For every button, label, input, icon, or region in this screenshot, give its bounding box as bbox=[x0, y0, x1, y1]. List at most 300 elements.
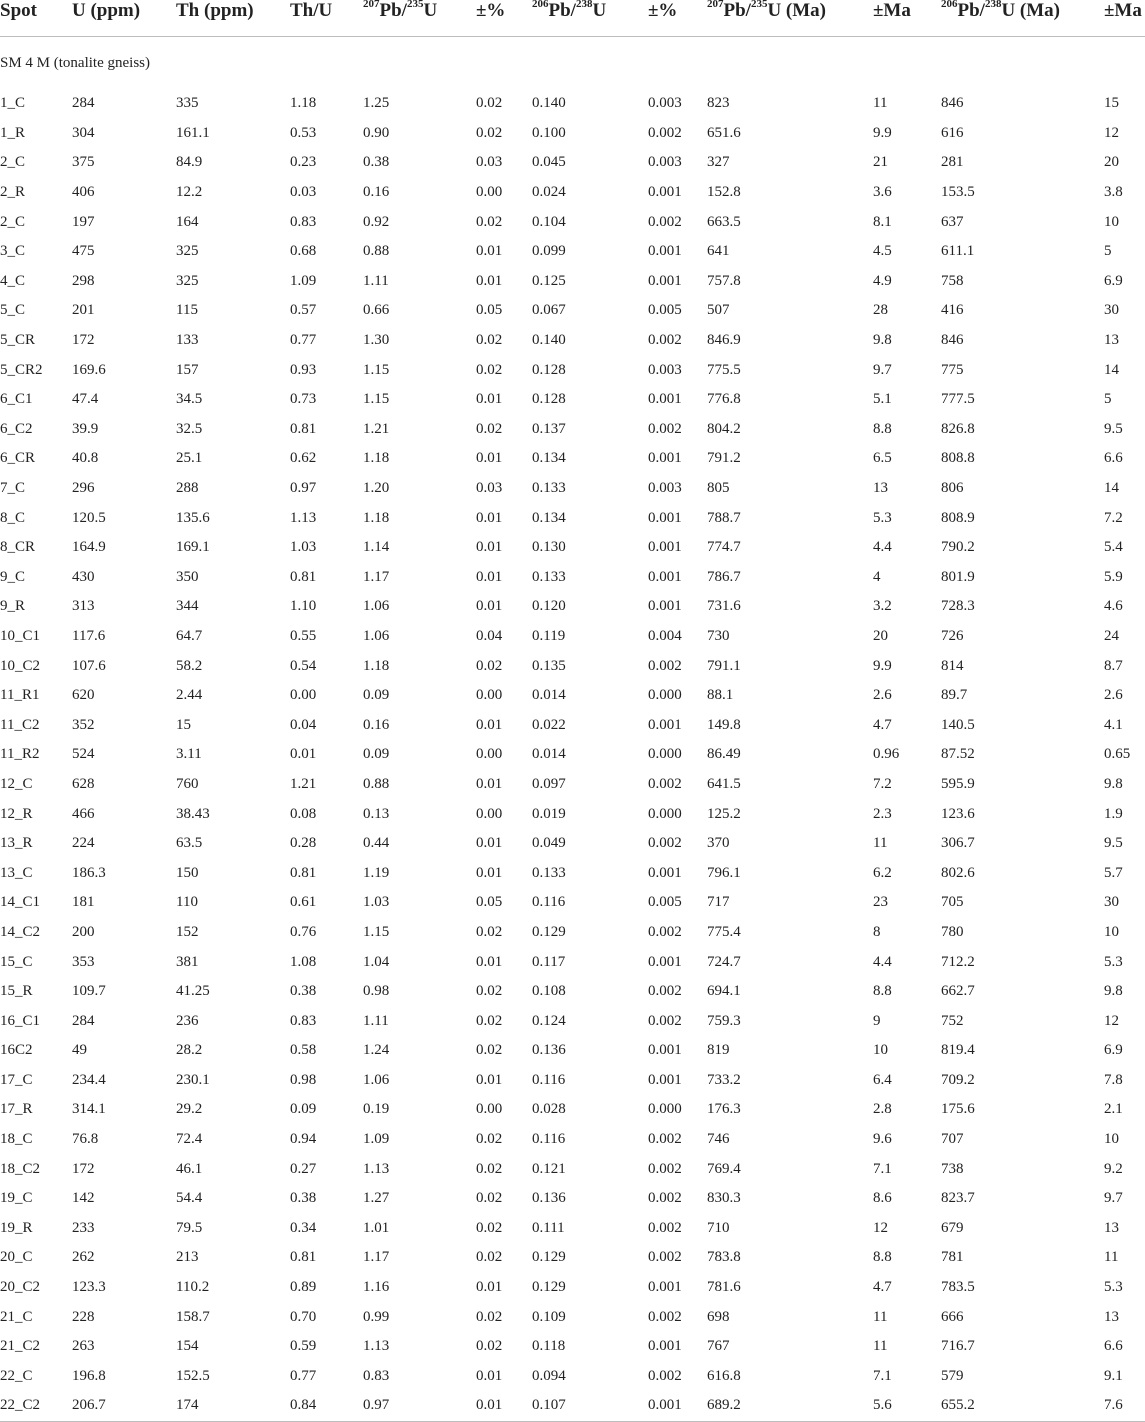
spot-cell: 3_C bbox=[0, 243, 26, 260]
table-cell: 3.6 bbox=[873, 184, 892, 201]
table-cell: 1.27 bbox=[363, 1190, 390, 1207]
table-cell: 0.28 bbox=[290, 835, 317, 852]
header-text: ±% bbox=[648, 0, 678, 21]
table-cell: 41.25 bbox=[176, 983, 210, 1000]
table-row bbox=[0, 1273, 1145, 1303]
table-cell: 0.02 bbox=[476, 1308, 503, 1325]
table-cell: 0.121 bbox=[532, 1160, 566, 1177]
table-cell: 10 bbox=[1104, 1131, 1119, 1148]
table-cell: 758 bbox=[941, 272, 964, 289]
table-cell: 120.5 bbox=[72, 509, 106, 526]
table-cell: 335 bbox=[176, 95, 199, 112]
table-cell: 47.4 bbox=[72, 391, 99, 408]
table-cell: 0.130 bbox=[532, 539, 566, 556]
table-cell: 8.8 bbox=[873, 1249, 892, 1266]
table-cell: 32.5 bbox=[176, 420, 203, 437]
header-text: U (Ma) bbox=[1001, 0, 1061, 21]
table-cell: 13 bbox=[1104, 1219, 1119, 1236]
table-cell: 0.02 bbox=[476, 332, 503, 349]
table-cell: 0.92 bbox=[363, 213, 390, 230]
header-cell bbox=[72, 0, 176, 37]
table-cell: 169.6 bbox=[72, 361, 106, 378]
table-cell: 381 bbox=[176, 953, 199, 970]
table-cell: 0.97 bbox=[363, 1391, 476, 1421]
table-row bbox=[0, 326, 1145, 356]
table-cell: 0.133 bbox=[532, 568, 566, 585]
table-row bbox=[0, 1066, 1145, 1096]
table-cell: 109.7 bbox=[72, 983, 106, 1000]
header-cell bbox=[707, 0, 873, 37]
table-cell: 38.43 bbox=[176, 805, 210, 822]
table-cell: 0.000 bbox=[648, 746, 682, 763]
table-cell: 3.8 bbox=[1104, 184, 1123, 201]
table-cell: 0.98 bbox=[290, 1071, 317, 1088]
spot-cell: 5_C bbox=[0, 302, 26, 319]
table-cell: 0.002 bbox=[648, 923, 682, 940]
spot-cell: 10_C1 bbox=[0, 627, 41, 644]
header-cell bbox=[363, 0, 476, 37]
header-superscript: 235 bbox=[406, 0, 424, 10]
table-cell: 0.128 bbox=[532, 391, 566, 408]
table-row bbox=[0, 533, 1145, 563]
table-cell: 679 bbox=[941, 1219, 964, 1236]
table-cell: 1.18 bbox=[290, 95, 317, 112]
table-cell: 0.002 bbox=[648, 1367, 682, 1384]
table-cell: 786.7 bbox=[707, 568, 741, 585]
table-cell: 0.099 bbox=[532, 243, 566, 260]
table-cell: 110.2 bbox=[176, 1279, 210, 1296]
table-cell: 7.2 bbox=[1104, 509, 1123, 526]
table-cell: 620 bbox=[72, 687, 95, 704]
table-cell: 197 bbox=[72, 213, 95, 230]
table-cell: 110 bbox=[176, 894, 198, 911]
table-cell: 2.6 bbox=[1104, 687, 1123, 704]
table-cell: 524 bbox=[72, 746, 95, 763]
table-cell: 89.7 bbox=[941, 687, 968, 704]
table-cell: 830.3 bbox=[707, 1190, 741, 1207]
table-cell: 0.94 bbox=[290, 1131, 317, 1148]
spot-cell: 21_C2 bbox=[0, 1338, 41, 1355]
table-cell: 0.02 bbox=[476, 923, 503, 940]
spot-cell: 8_CR bbox=[0, 539, 36, 556]
table-cell: 0.045 bbox=[532, 154, 566, 171]
table-cell: 757.8 bbox=[707, 272, 741, 289]
table-cell: 34.5 bbox=[176, 391, 203, 408]
table-cell: 0.19 bbox=[363, 1101, 390, 1118]
spot-cell: 12_C bbox=[0, 775, 33, 792]
table-row bbox=[0, 178, 1145, 208]
header-superscript: 206 bbox=[532, 0, 549, 10]
table-cell: 0.03 bbox=[476, 154, 503, 171]
table-cell: 802.6 bbox=[941, 864, 975, 881]
table-cell: 0.019 bbox=[532, 805, 566, 822]
table-cell: 234.4 bbox=[72, 1071, 106, 1088]
table-cell: 12.2 bbox=[176, 184, 203, 201]
table-row bbox=[0, 1006, 1145, 1036]
table-cell: 694.1 bbox=[707, 983, 741, 1000]
table-cell: 0.05 bbox=[476, 894, 503, 911]
spot-cell: 22_C2 bbox=[0, 1391, 72, 1421]
table-cell: 375 bbox=[72, 154, 95, 171]
table-cell: 0.01 bbox=[476, 835, 503, 852]
spot-cell: 5_CR bbox=[0, 332, 36, 349]
table-cell: 23 bbox=[873, 894, 888, 911]
table-row bbox=[0, 651, 1145, 681]
table-cell: 352 bbox=[72, 716, 95, 733]
table-cell: 206.7 bbox=[72, 1391, 176, 1421]
table-cell: 21 bbox=[873, 154, 888, 171]
table-cell: 11 bbox=[1104, 1249, 1119, 1266]
table-cell: 0.13 bbox=[363, 805, 390, 822]
table-cell: 40.8 bbox=[72, 450, 99, 467]
table-row bbox=[0, 592, 1145, 622]
table-cell: 123.3 bbox=[72, 1279, 106, 1296]
table-cell: 0.01 bbox=[476, 1391, 532, 1421]
table-cell: 0.73 bbox=[290, 391, 317, 408]
table-cell: 507 bbox=[707, 302, 730, 319]
header-cell bbox=[941, 0, 1104, 37]
table-cell: 0.16 bbox=[363, 716, 390, 733]
table-cell: 616.8 bbox=[707, 1367, 741, 1384]
table-cell: 0.002 bbox=[648, 1219, 682, 1236]
table-cell: 767 bbox=[707, 1338, 730, 1355]
table-row bbox=[0, 1125, 1145, 1155]
table-cell: 846 bbox=[941, 95, 964, 112]
table-cell: 135.6 bbox=[176, 509, 210, 526]
table-cell: 152 bbox=[176, 923, 199, 940]
table-row bbox=[0, 829, 1145, 859]
table-row bbox=[0, 1154, 1145, 1184]
table-cell: 579 bbox=[941, 1367, 964, 1384]
table-cell: 0.01 bbox=[476, 539, 503, 556]
table-row bbox=[0, 237, 1145, 267]
table-cell: 39.9 bbox=[72, 420, 99, 437]
table-cell: 0.23 bbox=[290, 154, 317, 171]
table-cell: 0.88 bbox=[363, 243, 390, 260]
table-cell: 7.1 bbox=[873, 1367, 892, 1384]
table-cell: 186.3 bbox=[72, 864, 106, 881]
table-cell: 0.77 bbox=[290, 1367, 317, 1384]
table-cell: 788.7 bbox=[707, 509, 741, 526]
table-cell: 8.8 bbox=[873, 983, 892, 1000]
table-cell: 9.7 bbox=[1104, 1190, 1123, 1207]
spot-cell: 20_C bbox=[0, 1249, 33, 1266]
table-cell: 0.002 bbox=[648, 657, 682, 674]
table-cell: 5.6 bbox=[873, 1391, 941, 1421]
table-cell: 0.116 bbox=[532, 1071, 566, 1088]
table-cell: 0.44 bbox=[363, 835, 390, 852]
table-cell: 0.134 bbox=[532, 509, 566, 526]
table-cell: 0.001 bbox=[648, 598, 682, 615]
table-cell: 0.118 bbox=[532, 1338, 566, 1355]
table-cell: 0.022 bbox=[532, 716, 566, 733]
spot-cell: 2_C bbox=[0, 213, 26, 230]
table-cell: 176.3 bbox=[707, 1101, 741, 1118]
table-cell: 0.02 bbox=[476, 1012, 503, 1029]
table-cell: 0.001 bbox=[648, 391, 682, 408]
table-cell: 0.83 bbox=[363, 1367, 390, 1384]
table-cell: 0.001 bbox=[648, 1279, 682, 1296]
table-cell: 0.34 bbox=[290, 1219, 317, 1236]
table-cell: 0.84 bbox=[290, 1391, 363, 1421]
table-cell: 430 bbox=[72, 568, 95, 585]
table-cell: 5.3 bbox=[1104, 1279, 1123, 1296]
table-cell: 698 bbox=[707, 1308, 730, 1325]
spot-cell: 18_C2 bbox=[0, 1160, 41, 1177]
table-cell: 9.8 bbox=[1104, 983, 1123, 1000]
header-text: Th (ppm) bbox=[176, 0, 254, 21]
table-cell: 9.5 bbox=[1104, 420, 1123, 437]
table-cell: 174 bbox=[176, 1391, 290, 1421]
spot-cell: 9_R bbox=[0, 598, 26, 615]
table-cell: 4.6 bbox=[1104, 598, 1123, 615]
table-cell: 7.1 bbox=[873, 1160, 892, 1177]
table-cell: 0.001 bbox=[648, 1391, 707, 1421]
table-cell: 58.2 bbox=[176, 657, 203, 674]
header-text: U (Ma) bbox=[767, 0, 827, 21]
table-cell: 628 bbox=[72, 775, 95, 792]
header-cell bbox=[532, 0, 648, 37]
table-cell: 9.8 bbox=[1104, 775, 1123, 792]
table-cell: 314.1 bbox=[72, 1101, 106, 1118]
table-cell: 149.8 bbox=[707, 716, 741, 733]
table-cell: 0.97 bbox=[290, 480, 317, 497]
table-cell: 230.1 bbox=[176, 1071, 210, 1088]
table-row bbox=[0, 918, 1145, 948]
table-row bbox=[0, 710, 1145, 740]
table-cell: 1.03 bbox=[290, 539, 317, 556]
table-cell: 1.20 bbox=[363, 480, 390, 497]
table-cell: 0.002 bbox=[648, 983, 682, 1000]
table-cell: 0.00 bbox=[476, 1101, 503, 1118]
table-cell: 153.5 bbox=[941, 184, 975, 201]
table-cell: 0.02 bbox=[476, 95, 503, 112]
table-cell: 0.109 bbox=[532, 1308, 566, 1325]
table-cell: 0.00 bbox=[476, 184, 503, 201]
table-cell: 30 bbox=[1104, 894, 1119, 911]
table-cell: 826.8 bbox=[941, 420, 975, 437]
spot-cell: 6_CR bbox=[0, 450, 36, 467]
table-cell: 327 bbox=[707, 154, 730, 171]
section-label: SM 4 M (tonalite gneiss) bbox=[0, 54, 150, 71]
table-cell: 0.01 bbox=[476, 953, 503, 970]
spot-cell: 13_R bbox=[0, 835, 33, 852]
table-cell: 0.000 bbox=[648, 1101, 682, 1118]
table-cell: 1.13 bbox=[363, 1160, 390, 1177]
table-row bbox=[0, 89, 1145, 119]
table-cell: 9.9 bbox=[873, 657, 892, 674]
header-superscript: 238 bbox=[575, 0, 593, 10]
table-cell: 8 bbox=[873, 923, 881, 940]
table-cell: 236 bbox=[176, 1012, 199, 1029]
spot-cell: 10_C2 bbox=[0, 657, 41, 674]
table-cell: 0.02 bbox=[476, 1160, 503, 1177]
table-cell: 738 bbox=[941, 1160, 964, 1177]
table-cell: 325 bbox=[176, 272, 199, 289]
table-cell: 0.116 bbox=[532, 1131, 566, 1148]
table-row bbox=[0, 799, 1145, 829]
header-superscript: 235 bbox=[750, 0, 768, 10]
table-cell: 823 bbox=[707, 95, 730, 112]
table-cell: 0.01 bbox=[476, 450, 503, 467]
table-cell: 0.108 bbox=[532, 983, 566, 1000]
table-cell: 796.1 bbox=[707, 864, 741, 881]
table-cell: 263 bbox=[72, 1338, 95, 1355]
table-cell: 313 bbox=[72, 598, 95, 615]
table-cell: 0.01 bbox=[476, 775, 503, 792]
table-cell: 1.18 bbox=[363, 450, 390, 467]
table-cell: 306.7 bbox=[941, 835, 975, 852]
table-cell: 4.4 bbox=[873, 539, 892, 556]
spot-cell: 2_C bbox=[0, 154, 26, 171]
spot-cell: 11_C2 bbox=[0, 716, 40, 733]
table-cell: 157 bbox=[176, 361, 199, 378]
table-row bbox=[0, 296, 1145, 326]
table-cell: 370 bbox=[707, 835, 730, 852]
table-cell: 2.8 bbox=[873, 1101, 892, 1118]
table-cell: 13 bbox=[1104, 1308, 1119, 1325]
spot-cell: 11_R1 bbox=[0, 687, 40, 704]
table-cell: 29.2 bbox=[176, 1101, 203, 1118]
table-cell: 0.001 bbox=[648, 243, 682, 260]
table-cell: 705 bbox=[941, 894, 964, 911]
table-cell: 0.001 bbox=[648, 184, 682, 201]
table-row bbox=[0, 415, 1145, 445]
table-cell: 0.00 bbox=[476, 687, 503, 704]
table-cell: 0.120 bbox=[532, 598, 566, 615]
spot-cell: 1_C bbox=[0, 95, 26, 112]
table-cell: 0.02 bbox=[476, 1131, 503, 1148]
table-cell: 6.5 bbox=[873, 450, 892, 467]
table-cell: 76.8 bbox=[72, 1131, 99, 1148]
table-cell: 0.77 bbox=[290, 332, 317, 349]
table-cell: 0.028 bbox=[532, 1101, 566, 1118]
header-text: Pb/ bbox=[379, 0, 407, 21]
table-cell: 0.16 bbox=[363, 184, 390, 201]
header-text: ±Ma bbox=[1104, 0, 1142, 21]
table-cell: 0.09 bbox=[363, 687, 390, 704]
table-cell: 0.000 bbox=[648, 805, 682, 822]
table-cell: 86.49 bbox=[707, 746, 741, 763]
table-cell: 2.6 bbox=[873, 687, 892, 704]
table-cell: 233 bbox=[72, 1219, 95, 1236]
table-cell: 87.52 bbox=[941, 746, 975, 763]
table-cell: 0.81 bbox=[290, 1249, 317, 1266]
table-cell: 0.05 bbox=[476, 302, 503, 319]
table-cell: 12 bbox=[1104, 124, 1119, 141]
table-cell: 14 bbox=[1104, 361, 1119, 378]
table-cell: 0.61 bbox=[290, 894, 317, 911]
table-cell: 1.06 bbox=[363, 598, 390, 615]
table-row bbox=[0, 740, 1145, 770]
table-cell: 125.2 bbox=[707, 805, 741, 822]
table-cell: 783.5 bbox=[941, 1279, 975, 1296]
table-cell: 117.6 bbox=[72, 627, 106, 644]
table-cell: 0.99 bbox=[363, 1308, 390, 1325]
table-cell: 0.01 bbox=[476, 716, 503, 733]
table-cell: 781 bbox=[941, 1249, 964, 1266]
spot-cell: 1_R bbox=[0, 124, 26, 141]
table-cell: 0.89 bbox=[290, 1279, 317, 1296]
table-cell: 0.134 bbox=[532, 450, 566, 467]
table-cell: 0.76 bbox=[290, 923, 317, 940]
table-cell: 6.6 bbox=[1104, 1338, 1123, 1355]
table-cell: 805 bbox=[707, 480, 730, 497]
table-cell: 63.5 bbox=[176, 835, 203, 852]
table-cell: 0.014 bbox=[532, 746, 566, 763]
spot-cell: 17_C bbox=[0, 1071, 33, 1088]
table-cell: 0.002 bbox=[648, 420, 682, 437]
table-cell: 9.7 bbox=[873, 361, 892, 378]
table-row bbox=[0, 385, 1145, 415]
table-cell: 0.133 bbox=[532, 480, 566, 497]
table-cell: 1.08 bbox=[290, 953, 317, 970]
table-cell: 0.137 bbox=[532, 420, 566, 437]
table-cell: 8.1 bbox=[873, 213, 892, 230]
table-cell: 0.000 bbox=[648, 687, 682, 704]
table-cell: 0.08 bbox=[290, 805, 317, 822]
table-cell: 0.90 bbox=[363, 124, 390, 141]
table-cell: 611.1 bbox=[941, 243, 975, 260]
table-cell: 0.70 bbox=[290, 1308, 317, 1325]
table-cell: 716.7 bbox=[941, 1338, 975, 1355]
table-cell: 12 bbox=[1104, 1012, 1119, 1029]
table-row bbox=[0, 1391, 1145, 1421]
table-cell: 0.02 bbox=[476, 1190, 503, 1207]
table-cell: 24 bbox=[1104, 627, 1119, 644]
section-row bbox=[0, 37, 1145, 90]
table-cell: 1.24 bbox=[363, 1042, 390, 1059]
table-cell: 30 bbox=[1104, 302, 1119, 319]
table-cell: 0.097 bbox=[532, 775, 566, 792]
table-cell: 710 bbox=[707, 1219, 730, 1236]
table-cell: 150 bbox=[176, 864, 199, 881]
table-row bbox=[0, 681, 1145, 711]
table-cell: 200 bbox=[72, 923, 95, 940]
spot-cell: 6_C2 bbox=[0, 420, 33, 437]
spot-cell: 2_R bbox=[0, 184, 26, 201]
table-cell: 416 bbox=[941, 302, 964, 319]
table-cell: 0.002 bbox=[648, 1249, 682, 1266]
header-text: U bbox=[592, 0, 607, 21]
table-cell: 781.6 bbox=[707, 1279, 741, 1296]
table-cell: 0.02 bbox=[476, 213, 503, 230]
table-cell: 0.067 bbox=[532, 302, 566, 319]
table-cell: 1.21 bbox=[363, 420, 390, 437]
table-cell: 0.00 bbox=[476, 805, 503, 822]
table-cell: 0.001 bbox=[648, 1071, 682, 1088]
table-cell: 0.01 bbox=[476, 272, 503, 289]
table-cell: 0.135 bbox=[532, 657, 566, 674]
header-cell bbox=[0, 0, 72, 37]
table-cell: 5.9 bbox=[1104, 568, 1123, 585]
table-cell: 0.129 bbox=[532, 1279, 566, 1296]
table-cell: 0.01 bbox=[476, 1279, 503, 1296]
table-cell: 728.3 bbox=[941, 598, 975, 615]
table-cell: 6.4 bbox=[873, 1071, 892, 1088]
table-cell: 806 bbox=[941, 480, 964, 497]
table-cell: 724.7 bbox=[707, 953, 741, 970]
table-cell: 169.1 bbox=[176, 539, 210, 556]
table-cell: 775.4 bbox=[707, 923, 741, 940]
table-cell: 0.54 bbox=[290, 657, 317, 674]
header-text: Th/U bbox=[290, 0, 333, 21]
table-cell: 5.3 bbox=[873, 509, 892, 526]
table-cell: 107.6 bbox=[72, 657, 106, 674]
table-cell: 769.4 bbox=[707, 1160, 741, 1177]
spot-cell: 15_R bbox=[0, 983, 33, 1000]
table-cell: 0.140 bbox=[532, 95, 566, 112]
